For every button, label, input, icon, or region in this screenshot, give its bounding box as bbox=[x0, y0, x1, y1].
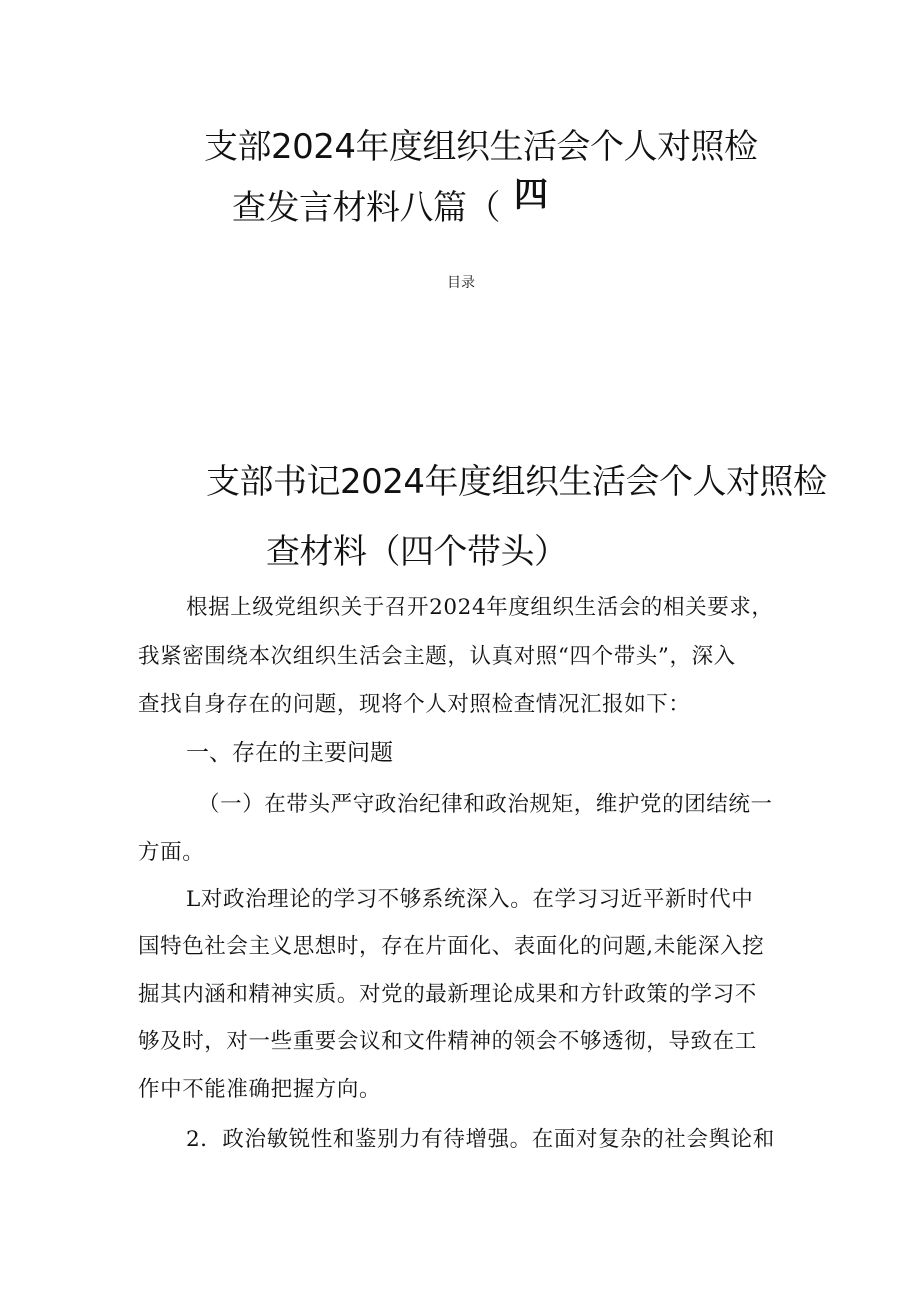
subsection-line-2: 方面。 bbox=[138, 840, 205, 865]
cover-title-number: 四 bbox=[514, 175, 548, 215]
cover-title-line-2: 查发言材料八篇（ bbox=[232, 188, 500, 228]
point-1-line-4: 够及时，对一些重要会议和文件精神的领会不够透彻，导致在工 bbox=[138, 1029, 757, 1054]
intro-line-3: 查找自身存在的问题，现将个人对照检查情况汇报如下： bbox=[138, 692, 691, 717]
point-1-line-2: 国特色社会主义思想时，存在片面化、表面化的问题,未能深入挖 bbox=[138, 934, 765, 959]
subsection-line-1: （一）在带头严守政治纪律和政治规矩，维护党的团结统一 bbox=[198, 792, 773, 817]
cover-title-line-1: 支部2024年度组织生活会个人对照检 bbox=[204, 127, 758, 167]
point-1-line-5: 作中不能准确把握方向。 bbox=[138, 1077, 382, 1102]
point-1-line-3: 掘其内涵和精神实质。对党的最新理论成果和方针政策的学习不 bbox=[138, 982, 757, 1007]
article-title-line-1: 支部书记2024年度组织生活会个人对照检 bbox=[206, 462, 827, 502]
point-2-line-1: 2．政治敏锐性和鉴别力有待增强。在面对复杂的社会舆论和 bbox=[186, 1127, 775, 1152]
article-title-line-2: 查材料（四个带头） bbox=[266, 532, 568, 572]
intro-line-2: 我紧密围绕本次组织生活会主题，认真对照“四个带头”，深入 bbox=[138, 644, 736, 669]
intro-line-1: 根据上级党组织关于召开2024年度组织生活会的相关要求， bbox=[186, 595, 774, 620]
point-1-line-1: L对政治理论的学习不够系统深入。在学习习近平新时代中 bbox=[186, 887, 754, 912]
section-heading: 一、存在的主要问题 bbox=[186, 740, 393, 766]
table-of-contents-label: 目录 bbox=[447, 275, 475, 291]
